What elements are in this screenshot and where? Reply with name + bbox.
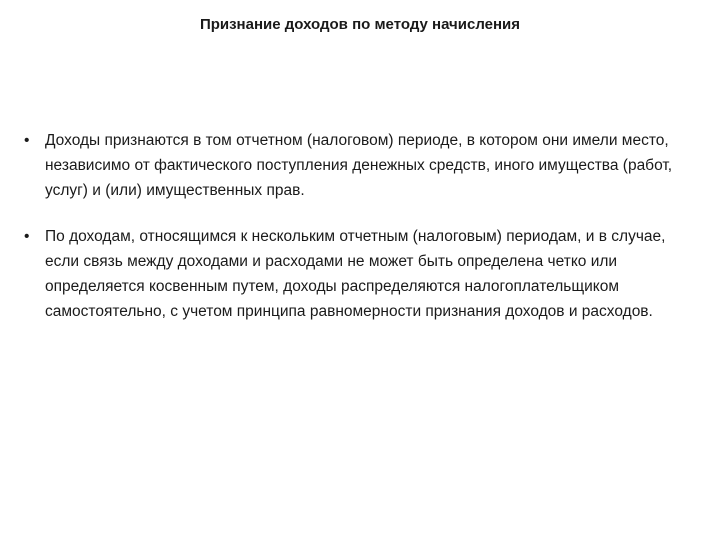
bullet-text-2: По доходам, относящимся к нескольким отчетным (налоговым) периодам, и в случае, если связь между доходами и расходами не может быть определена четко или определяется косвенным путем, доходы распределяются налогоплательщиком самостоятельно, с учетом принципа равномерности признания доходов и расходов. <box>45 228 666 320</box>
bullet-list <box>22 128 702 345</box>
slide-title: Признание доходов по методу начисления <box>199 16 521 33</box>
bullet-dot-icon: • <box>24 228 30 245</box>
bullet-dot-icon: • <box>24 132 30 149</box>
bullet-item-1 <box>22 128 702 203</box>
bullet-item-2 <box>22 224 702 324</box>
bullet-text-1: Доходы признаются в том отчетном (налоговом) периоде, в котором они имели место, независимо от фактического поступления денежных средств, иного имущества (работ, услуг) и (или) имущественных прав. <box>45 132 673 199</box>
